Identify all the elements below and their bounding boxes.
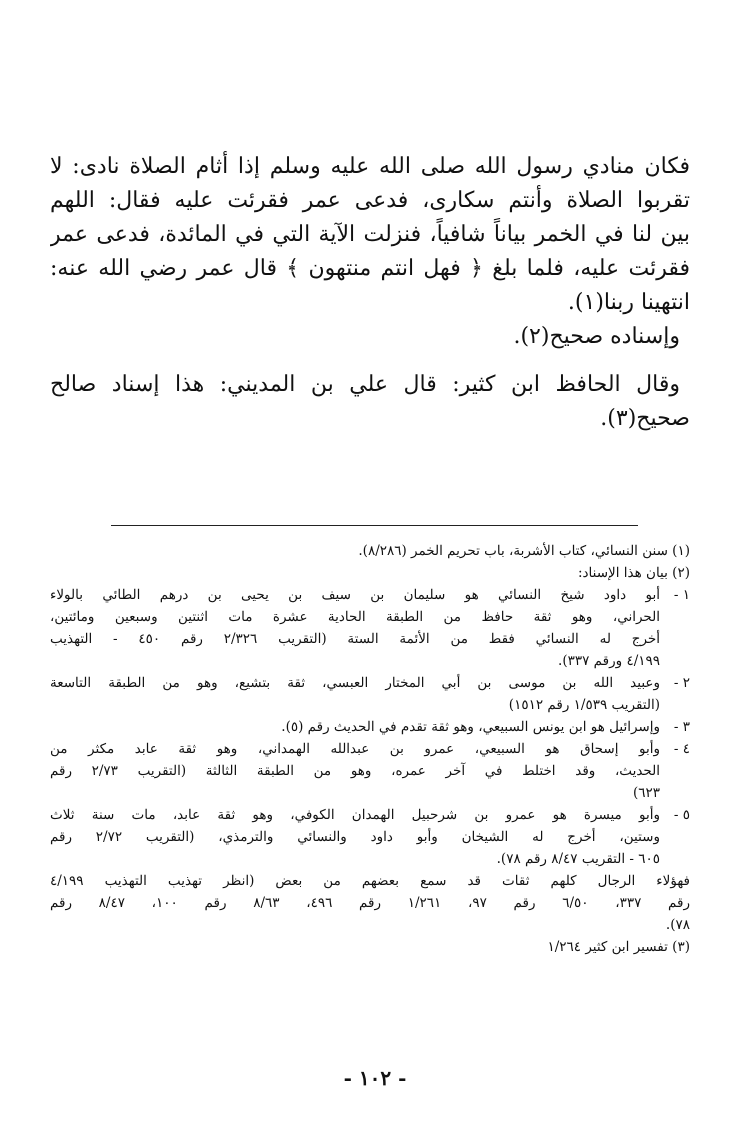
item-line: وأبو ميسرة هو عمرو بن شرحبيل الهمدان الكوفي، وهو ثقة عابد، مات سنة ثلاث: [50, 807, 660, 823]
main-line: وقال الحافظ ابن كثير: قال علي بن المديني: هذا إسناد صالح: [50, 372, 680, 397]
footnote-3: (٣) تفسير ابن كثير ١/٢٦٤: [547, 939, 690, 955]
item-number: ٤ -: [673, 741, 690, 757]
main-line: انتهينا ربنا(١).: [567, 290, 690, 315]
item-number: ٥ -: [673, 807, 690, 823]
main-line: تقربوا الصلاة وأنتم سكارى، فدعى عمر فقرئت عليه فقال: اللهم: [50, 188, 690, 213]
summary-line: ٧٨).: [665, 917, 690, 933]
item-line: ٤/١٩٩ ورقم ٣٣٧).: [558, 653, 660, 669]
item-line: ٦٢٣): [632, 785, 660, 801]
item-line: (التقريب ١/٥٣٩ رقم ١٥١٢): [508, 697, 660, 713]
item-line: وعبيد الله بن موسى بن أبي المختار العبسي، ثقة بتشيع، وهو من الطبقة التاسعة: [50, 675, 660, 691]
footnote-2-item: [50, 804, 690, 870]
summary-line: فهؤلاء الرجال كلهم ثقات قد سمع بعضهم من بعض (انظر تهذيب التهذيب ٤/١٩٩: [50, 873, 690, 889]
item-line: وأبو إسحاق هو السبيعي، عمرو بن عبدالله الهمداني، وهو ثقة عابد مكثر من: [50, 741, 660, 757]
item-line: الحراني، وهو ثقة حافظ من الطبقة الحادية عشرة مات اثنتين وسبعين ومائتين،: [50, 609, 660, 625]
footnote-1: (١) سنن النسائي، كتاب الأشربة، باب تحريم الخمر (٨/٢٨٦).: [358, 543, 690, 559]
item-number: ١ -: [673, 587, 690, 603]
main-line: وإسناده صحيح(٢).: [513, 324, 680, 349]
main-line: صحيح(٣).: [600, 406, 690, 431]
footnotes: [50, 540, 690, 958]
page-number: - ١٠٢ -: [343, 1066, 407, 1090]
item-line: وإسرائيل هو ابن يونس السبيعي، وهو ثقة تقدم في الحديث رقم (٥).: [281, 719, 660, 735]
footnote-2-heading: (٢) بيان هذا الإسناد:: [577, 565, 690, 581]
item-line: أخرج له النسائي فقط من الأئمة الستة (التقريب ٢/٣٢٦ رقم ٤٥٠ - التهذيب: [50, 631, 660, 647]
item-line: أبو داود شيخ النسائي هو سليمان بن سيف بن يحيى بن درهم الطائي بالولاء: [50, 587, 660, 603]
item-number: ٢ -: [673, 675, 690, 691]
item-line: الحديث، وقد اختلط في آخر عمره، وهو من الطبقة الثالثة (التقريب ٢/٧٣ رقم: [50, 763, 660, 779]
item-line: وستين، أخرج له الشيخان وأبو داود والنسائي والترمذي، (التقريب ٢/٧٢ رقم: [50, 829, 660, 845]
main-line: فكان منادي رسول الله صلى الله عليه وسلم إذا أثام الصلاة نادى: لا: [50, 154, 690, 179]
main-line: فقرئت عليه، فلما بلغ ﴿ فهل انتم منتهون ﴾ قال عمر رضي الله عنه:: [50, 256, 690, 281]
main-line: بين لنا في الخمر بياناً شافياً، فنزلت الآية التي في المائدة، فدعى عمر: [50, 222, 690, 247]
footnote-2-item: [50, 716, 690, 738]
item-line: ٦٠٥ - التقريب ٨/٤٧ رقم ٧٨).: [496, 851, 660, 867]
footnote-2-summary: [50, 870, 690, 936]
main-text: [50, 150, 690, 436]
footnote-separator: [111, 525, 638, 526]
footnote-2-item: [50, 584, 690, 672]
footnote-2-item: [50, 672, 690, 716]
footnote-2-item: [50, 738, 690, 804]
item-number: ٣ -: [673, 719, 690, 735]
summary-line: رقم ٣٣٧، ٦/٥٠ رقم ٩٧، ١/٢٦١ رقم ٤٩٦، ٨/٦٣ رقم ١٠٠، ٨/٤٧ رقم: [50, 895, 690, 911]
